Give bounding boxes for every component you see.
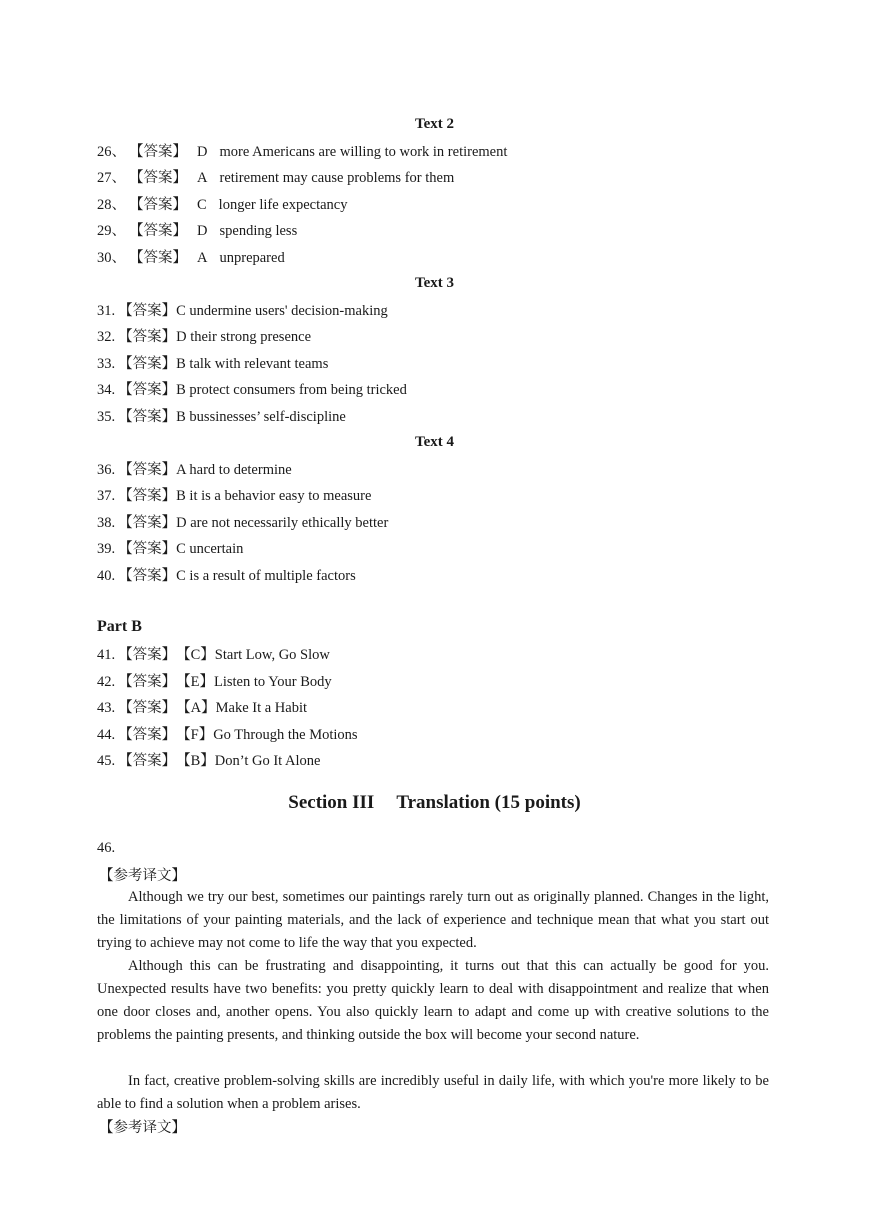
answer-tag: 【答案】 [118,700,177,716]
answer-choice: C [197,197,207,213]
answer-line-35 [97,407,346,427]
answer-choice: D [197,223,208,239]
answer-text: Make It a Habit [215,700,308,716]
answer-text: B protect consumers from being tricked [176,382,407,398]
answer-text: unprepared [219,250,285,266]
answer-tag: 【答案】 [129,197,187,213]
answer-line-40 [97,566,356,586]
answer-choice: 【E】 [176,674,214,690]
question-number: 35. [97,409,116,425]
answer-line-41 [97,645,330,665]
answer-text: spending less [219,223,298,239]
answer-line-38 [97,513,388,533]
reference-translation-label: 【参考译文】 [99,868,186,884]
answer-text: C uncertain [176,541,244,557]
answer-line-33 [97,354,328,374]
answer-tag: 【答案】 [118,568,177,584]
answer-line-39 [97,539,243,559]
answer-line-43 [97,698,307,718]
answer-tag: 【答案】 [129,223,187,239]
question-number: 28、 [97,197,126,213]
answer-text: D are not necessarily ethically better [176,515,389,531]
answer-choice: 【C】 [176,647,215,663]
question-number: 30、 [97,250,126,266]
answer-tag: 【答案】 [118,382,177,398]
answer-choice: A [197,170,208,186]
answer-tag: 【答案】 [118,515,177,531]
question-number: 34. [97,382,116,398]
text4-heading: Text 4 [414,434,455,450]
reference-translation-label-2: 【参考译文】 [99,1120,186,1136]
translation-paragraph-3: In fact, creative problem-solving skills are incredibly useful in daily life, with which you're more likely to be able to find a solution when a problem arises. [97,1073,769,1112]
question-number: 37. [97,488,116,504]
answer-text: Go Through the Motions [213,727,358,743]
answer-tag: 【答案】 [129,250,187,266]
answer-line-45 [97,751,320,771]
answer-choice: 【F】 [176,727,214,743]
question-number: 38. [97,515,116,531]
answer-choice: 【B】 [176,753,215,769]
answer-tag: 【答案】 [118,329,177,345]
question-number: 33. [97,356,116,372]
translation-paragraph-2: Although this can be frustrating and disappointing, it turns out that this can actually be good for you. Unexpected results have two benefits: you pretty quickly learn to deal with disappointment and realize that when one door closes and, another opens. You also quickly learn to adapt and come up with creative solutions to the problems the painting presents, and thinking outside the box will become your second nature. [97,958,769,1043]
answer-text: Don’t Go It Alone [214,753,321,769]
answer-tag: 【答案】 [118,647,177,663]
text3-heading: Text 3 [414,275,455,291]
question-number: 42. [97,674,116,690]
answer-text: B it is a behavior easy to measure [176,488,372,504]
question-number: 27、 [97,170,126,186]
answer-tag: 【答案】 [118,356,177,372]
translation-paragraph-1: Although we try our best, sometimes our paintings rarely turn out as originally planned. Changes in the light, the limitations of your painting materials, and the lack of experience and technique mean that what you start out trying to achieve may not come to life the way that you expected. [97,889,769,951]
answer-tag: 【答案】 [129,170,187,186]
question-number: 36. [97,462,116,478]
answer-line-29 [97,221,297,241]
answer-text: A hard to determine [176,462,292,478]
question-46-number: 46. [97,840,116,856]
answer-line-36 [97,460,292,480]
question-number: 40. [97,568,116,584]
answer-tag: 【答案】 [118,727,177,743]
answer-tag: 【答案】 [129,144,187,160]
question-number: 31. [97,303,116,319]
answer-text: D their strong presence [176,329,312,345]
answer-line-32 [97,327,311,347]
answer-text: B bussinesses’ self-discipline [176,409,346,425]
question-number: 44. [97,727,116,743]
answer-line-44 [97,725,358,745]
question-number: 43. [97,700,116,716]
section-heading [0,792,869,814]
answer-tag: 【答案】 [118,462,177,478]
answer-choice: A [197,250,208,266]
question-number: 32. [97,329,116,345]
question-number: 39. [97,541,116,557]
answer-text: more Americans are willing to work in retirement [219,144,508,160]
part-b-heading: Part B [97,618,142,635]
answer-choice: D [197,144,208,160]
answer-line-28 [97,195,348,215]
question-number: 26、 [97,144,126,160]
answer-tag: 【答案】 [118,303,177,319]
answer-choice: 【A】 [176,700,216,716]
section-title: Translation (15 points) [396,792,581,813]
text2-heading: Text 2 [414,116,455,132]
answer-line-42 [97,672,332,692]
answer-text: C undermine users' decision-making [176,303,388,319]
answer-line-30 [97,248,285,268]
answer-text: Start Low, Go Slow [214,647,330,663]
answer-tag: 【答案】 [118,541,177,557]
answer-line-37 [97,486,371,506]
answer-tag: 【答案】 [118,409,177,425]
answer-line-26 [97,142,507,162]
answer-text: Listen to Your Body [213,674,332,690]
answer-line-34 [97,380,407,400]
answer-text: retirement may cause problems for them [219,170,455,186]
section-number: Section III [288,792,375,813]
answer-tag: 【答案】 [118,753,177,769]
question-number: 45. [97,753,116,769]
answer-line-31 [97,301,388,321]
question-number: 41. [97,647,116,663]
question-number: 29、 [97,223,126,239]
answer-tag: 【答案】 [118,488,177,504]
answer-text: C is a result of multiple factors [176,568,356,584]
answer-text: longer life expectancy [218,197,348,213]
answer-line-27 [97,168,454,188]
answer-tag: 【答案】 [118,674,177,690]
answer-text: B talk with relevant teams [176,356,329,372]
